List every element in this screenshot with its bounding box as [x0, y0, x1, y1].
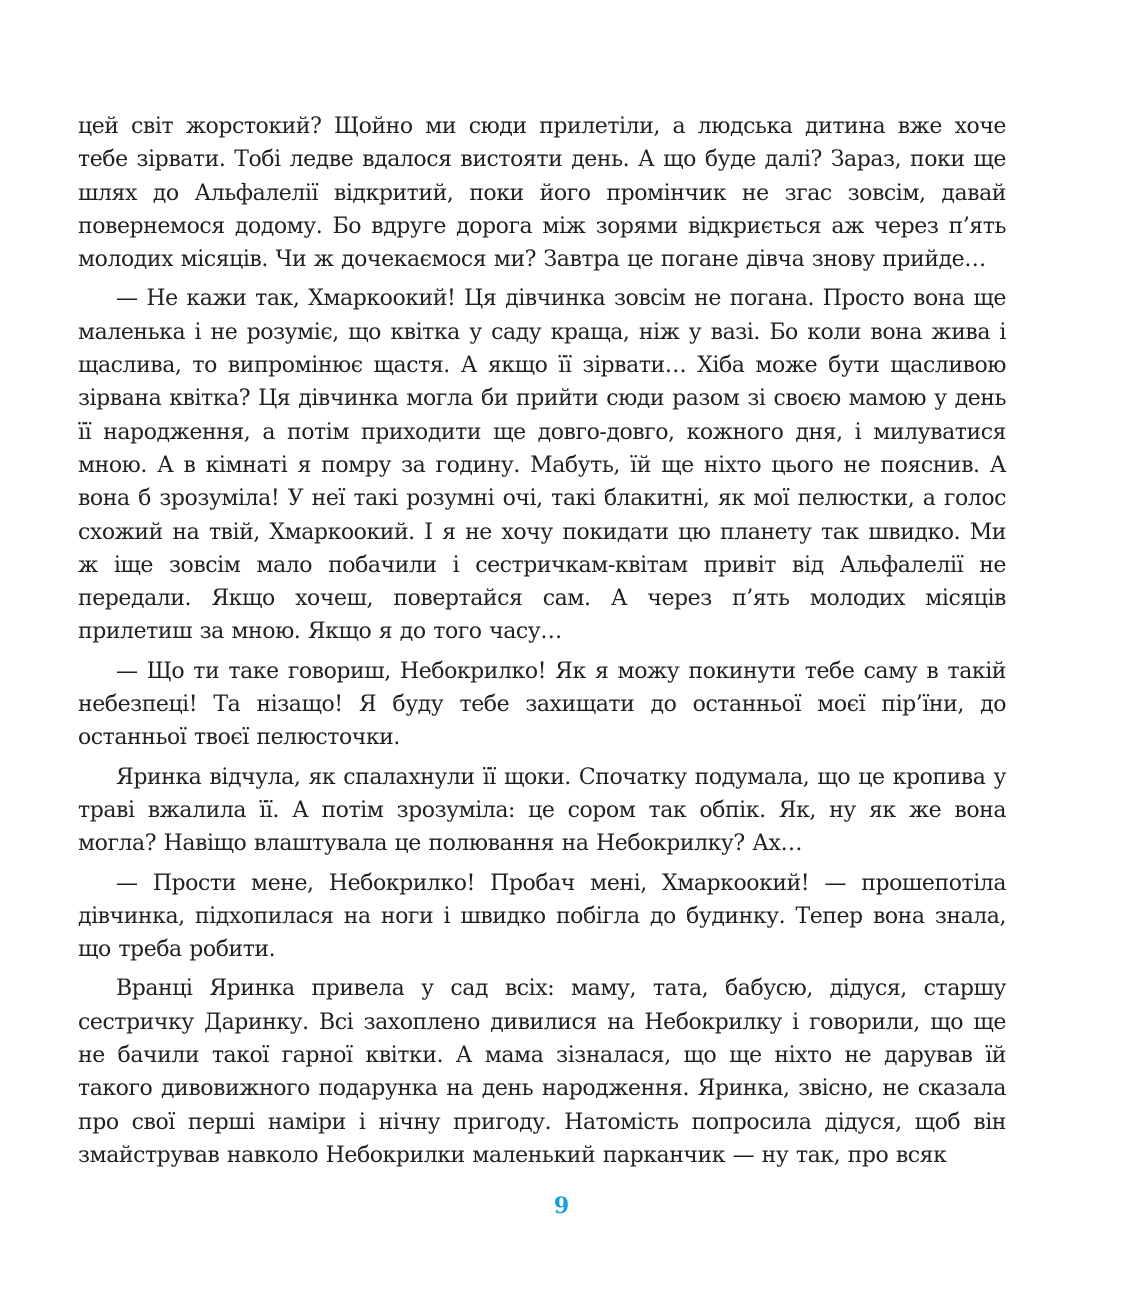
- paragraph-dialogue-khmarkookyi: — Що ти таке говориш, Небокрилко! Як я можу покинути тебе саму в такій небезпеці! Та нізащо! Я буду тебе захищати до останньої моєї пір’їни, до останньої твоєї пелюсточки.: [78, 658, 1006, 751]
- paragraph-dialogue-apology: — Прости мене, Небокрилко! Пробач мені, Хмаркоокий! — прошепотіла дівчинка, підхопилася на ноги і швидко побігла до будинку. Тепер вона знала, що треба робити.: [78, 870, 1006, 963]
- paragraph-narration-yarynka: Яринка відчула, як спалахнули її щоки. Спочатку подумала, що це кропива у траві вжалила її. А потім зрозуміла: це сором так обпік. Як, ну як же вона могла? Навіщо влаштувала це полювання на Небокрилку? Ах…: [78, 764, 1006, 857]
- body-text: [78, 110, 1006, 1172]
- page-number: 9: [553, 1193, 570, 1219]
- paragraph-morning: Вранці Яринка привела у сад всіх: маму, тата, бабусю, дідуся, старшу сестричку Даринку. Всі захоплено дивилися на Небокрилку і говорили, що ще не бачили такої гарної квітки. А мама зізналася, що ще ніхто не дарував їй такого дивовижного подарунка на день народження. Яринка, звісно, не сказала про свої перші наміри і нічну пригоду. Натомість попросила дідуся, щоб він змайстрував навколо Небокрилки маленький парканчик — ну так, про всяк: [78, 976, 1006, 1168]
- paragraph-continuation: цей світ жорстокий? Щойно ми сюди прилетіли, а людська дитина вже хоче тебе зірвати. Тобі ледве вдалося вистояти день. А що буде далі? Зараз, поки ще шлях до Альфалелії відкритий, поки його промінчик не згас зовсім, давай повернемося додому. Бо вдруге дорога між зорями відкриється аж через п’ять молодих місяців. Чи ж дочекаємося ми? Завтра це погане дівча знову прийде…: [78, 114, 1006, 273]
- paragraph-dialogue-nebokrylka: — Не кажи так, Хмаркоокий! Ця дівчинка зовсім не погана. Просто вона ще маленька і не розуміє, що квітка у саду краща, ніж у вазі. Бо коли вона жива і щаслива, то випромінює щастя. А якщо її зірвати… Хіба може бути щасливою зірвана квітка? Ця дівчинка могла би прийти сюди разом зі своєю мамою у день її народження, а потім приходити ще довго-довго, кожного дня, і милуватися мною. А в кімнаті я помру за годину. Мабуть, їй ще ніхто цього не пояснив. А вона б зрозуміла! У неї такі розумні очі, такі блакитні, як мої пелюстки, а голос схожий на твій, Хмаркоокий. І я не хочу покидати цю планету так швидко. Ми ж іще зовсім мало побачили і сестричкам-квітам привіт від Альфалелії не передали. Якщо хочеш, повертайся сам. А через п’ять молодих місяців прилетиш за мною. Якщо я до того часу…: [78, 286, 1006, 645]
